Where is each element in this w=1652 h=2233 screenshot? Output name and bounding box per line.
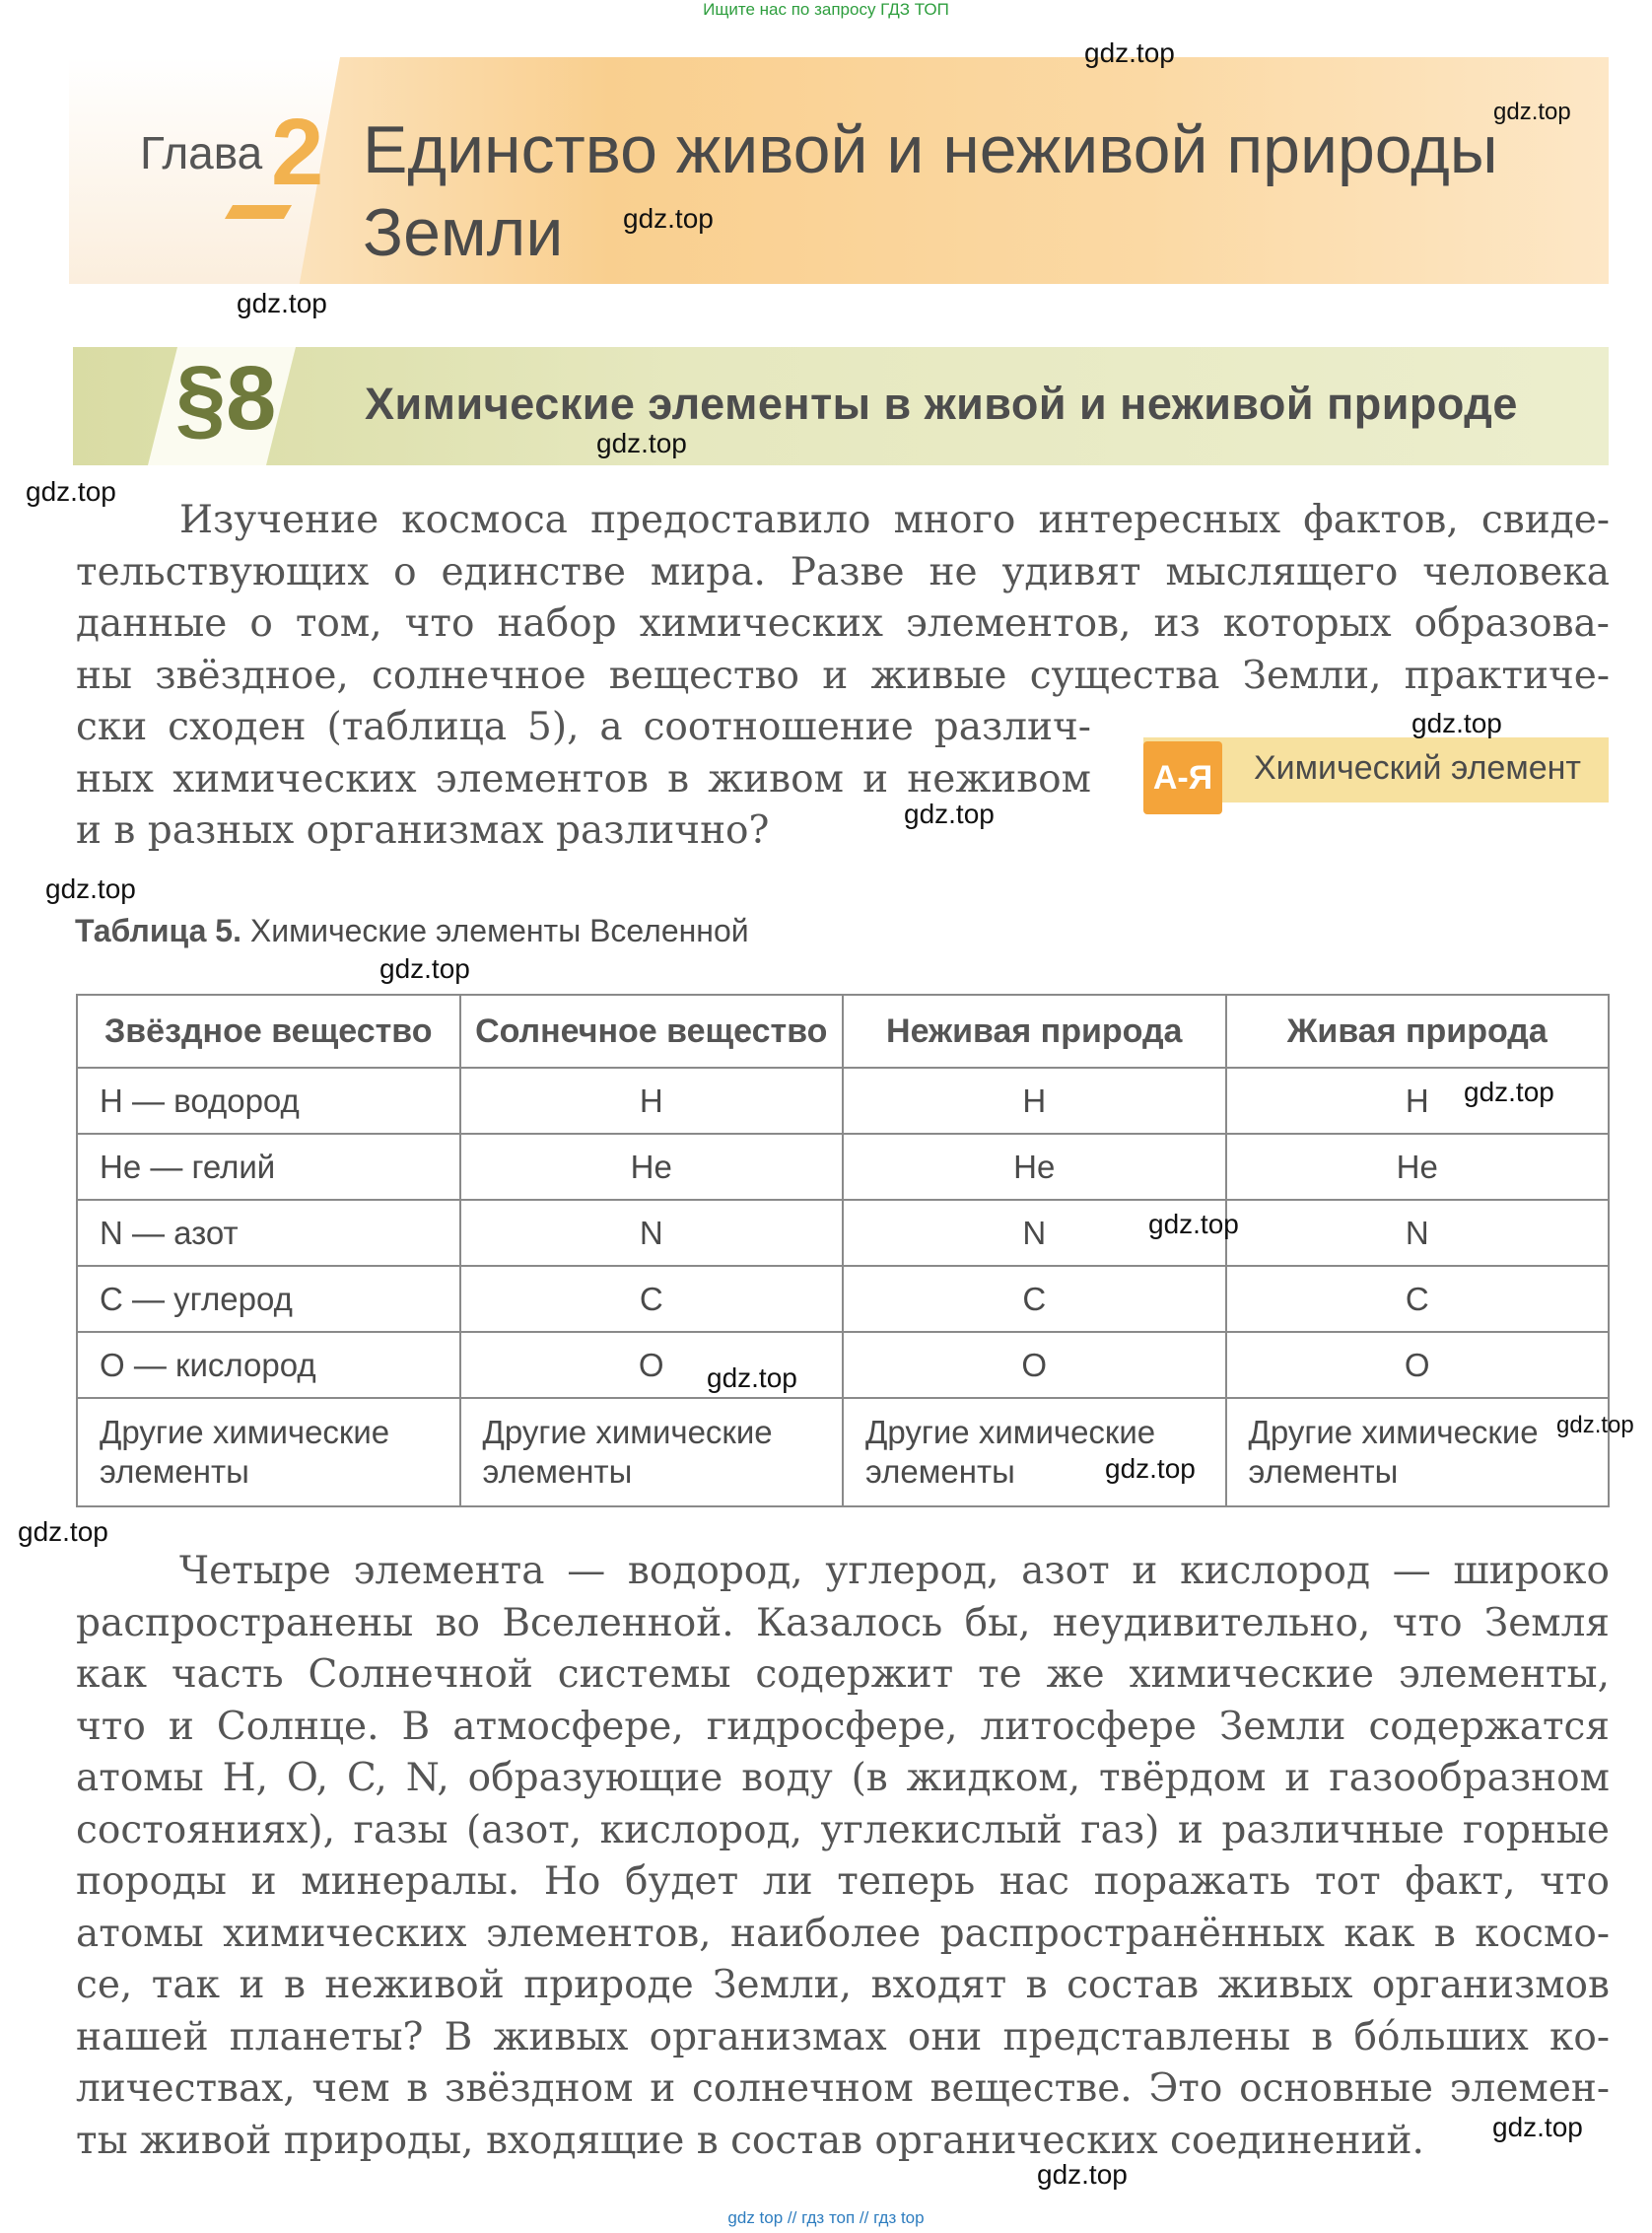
cell: H bbox=[843, 1068, 1226, 1134]
cell: C bbox=[843, 1266, 1226, 1332]
watermark: gdz.top bbox=[1148, 1209, 1239, 1239]
cell: N bbox=[843, 1200, 1226, 1266]
watermark: gdz.top bbox=[1037, 2159, 1128, 2190]
main-line: как часть Солнечной системы содержит те же химические элементы, bbox=[76, 1652, 1610, 1697]
intro-line: ски сходен (таблица 5), а соотношение различ- bbox=[76, 705, 1091, 749]
watermark: gdz.top bbox=[1105, 1453, 1196, 1484]
watermark: gdz.top bbox=[623, 203, 714, 234]
main-line: ты живой природы, входящие в состав органических соединений. bbox=[76, 2118, 1424, 2163]
chapter-title-line-1: Единство живой и неживой природы bbox=[363, 112, 1498, 187]
footer-note: gdz top // гдз топ // гдз top bbox=[727, 2208, 925, 2227]
cell: H bbox=[460, 1068, 844, 1134]
elements-table bbox=[76, 994, 1610, 1507]
watermark: gdz.top bbox=[45, 873, 136, 904]
table-row bbox=[77, 1134, 1609, 1200]
table-caption-text: Химические элементы Вселенной bbox=[249, 913, 749, 948]
paragraph-title: Химические элементы в живой и неживой природе bbox=[365, 379, 1518, 429]
cell: O bbox=[1226, 1332, 1610, 1398]
cell: C bbox=[460, 1266, 844, 1332]
main-line: нашей планеты? В живых организмах они представлены в бóльших ко- bbox=[76, 2014, 1610, 2059]
chapter-title bbox=[363, 108, 1595, 274]
table-row bbox=[77, 1068, 1609, 1134]
watermark: gdz.top bbox=[237, 288, 327, 318]
table-row bbox=[77, 1200, 1609, 1266]
cell: He bbox=[460, 1134, 844, 1200]
cell: Другие химические элементы bbox=[843, 1398, 1226, 1506]
main-paragraph bbox=[76, 1546, 1610, 2167]
watermark: gdz.top bbox=[596, 428, 687, 458]
watermark: gdz.top bbox=[1464, 1077, 1554, 1107]
glossary-term[interactable]: Химический элемент bbox=[1254, 749, 1581, 787]
main-line: личествах, чем в звёздном и солнечном веществе. Это основные элемен- bbox=[76, 2066, 1610, 2111]
table-caption-number: Таблица 5. bbox=[75, 913, 241, 948]
cell: N — азот bbox=[77, 1200, 460, 1266]
header-living: Живая природа bbox=[1226, 995, 1610, 1068]
intro-line: ных химических элементов в живом и неживом bbox=[76, 756, 1091, 802]
top-note: Ищите нас по запросу ГДЗ ТОП bbox=[703, 0, 949, 19]
watermark: gdz.top bbox=[707, 1362, 797, 1393]
intro-line: Изучение космоса предоставило много интересных фактов, свиде- bbox=[179, 498, 1610, 542]
intro-line: и в разных организмах различно? bbox=[76, 808, 770, 853]
watermark: gdz.top bbox=[1492, 2112, 1583, 2142]
dictionary-icon: А-Я bbox=[1143, 741, 1222, 814]
chapter-number: 2 bbox=[271, 100, 324, 205]
main-line: распространены во Вселенной. Казалось бы, неудивительно, что Земля bbox=[76, 1600, 1610, 1645]
main-line: породы и минералы. Но будет ли теперь нас поражать тот факт, что bbox=[76, 1859, 1610, 1904]
header-solar: Солнечное вещество bbox=[460, 995, 844, 1068]
table-caption bbox=[75, 913, 749, 949]
cell: N bbox=[1226, 1200, 1610, 1266]
main-line: се, так и в неживой природе Земли, входят в состав живых организмов bbox=[76, 1963, 1610, 2007]
intro-paragraph bbox=[76, 495, 1610, 858]
table-row bbox=[77, 1398, 1609, 1506]
intro-line: ны звёздное, солнечное вещество и живые существа Земли, практиче- bbox=[76, 653, 1610, 698]
cell: He — гелий bbox=[77, 1134, 460, 1200]
chapter-underline bbox=[225, 205, 292, 219]
main-line: что и Солнце. В атмосфере, гидросфере, литосфере Земли содержатся bbox=[76, 1704, 1610, 1749]
main-line: атомы химических элементов, наиболее распространённых как в космо- bbox=[76, 1911, 1610, 1956]
chapter-word: Глава bbox=[140, 127, 263, 178]
paragraph-number: §8 bbox=[175, 348, 277, 449]
watermark: gdz.top bbox=[379, 953, 470, 984]
intro-line: тельствующих о единстве мира. Разве не удивят мыслящего человека bbox=[76, 549, 1610, 594]
cell: He bbox=[843, 1134, 1226, 1200]
main-line: Четыре элемента — водород, углерод, азот и кислород — широко bbox=[179, 1549, 1610, 1593]
cell: He bbox=[1226, 1134, 1610, 1200]
watermark: gdz.top bbox=[1411, 708, 1502, 738]
watermark: gdz.top bbox=[1084, 37, 1175, 68]
watermark: gdz.top bbox=[18, 1516, 108, 1547]
watermark: gdz.top bbox=[1556, 1412, 1634, 1438]
cell: C — углерод bbox=[77, 1266, 460, 1332]
watermark: gdz.top bbox=[26, 476, 116, 507]
cell: O bbox=[460, 1332, 844, 1398]
watermark: gdz.top bbox=[1493, 99, 1571, 125]
cell: O — кислород bbox=[77, 1332, 460, 1398]
table-header-row bbox=[77, 995, 1609, 1068]
cell: Другие химические элементы bbox=[460, 1398, 844, 1506]
header-stellar: Звёздное вещество bbox=[77, 995, 460, 1068]
cell: Другие химические элементы bbox=[77, 1398, 460, 1506]
intro-line: данные о том, что набор химических элементов, из которых образова- bbox=[76, 601, 1610, 646]
cell: C bbox=[1226, 1266, 1610, 1332]
chapter-title-line-2: Земли bbox=[363, 195, 564, 270]
cell: O bbox=[843, 1332, 1226, 1398]
cell: H — водород bbox=[77, 1068, 460, 1134]
main-line: атомы H, O, C, N, образующие воду (в жидком, твёрдом и газообразном bbox=[76, 1756, 1610, 1800]
main-line: состояниях), газы (азот, кислород, углекислый газ) и различные горные bbox=[76, 1807, 1610, 1852]
watermark: gdz.top bbox=[904, 799, 995, 829]
table-row bbox=[77, 1332, 1609, 1398]
table-row bbox=[77, 1266, 1609, 1332]
cell: Другие химические элементы bbox=[1226, 1398, 1610, 1506]
cell: N bbox=[460, 1200, 844, 1266]
cell: H bbox=[1226, 1068, 1610, 1134]
header-nonliving: Неживая природа bbox=[843, 995, 1226, 1068]
